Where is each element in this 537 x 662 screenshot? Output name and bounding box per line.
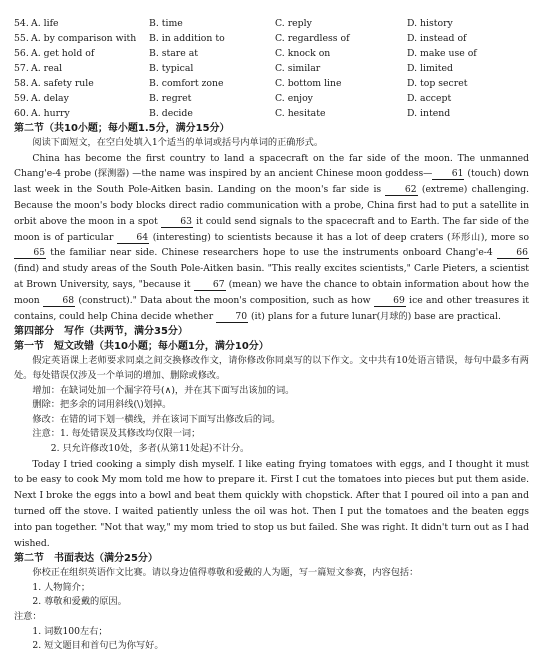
blank-61[interactable]: 61 [432, 168, 464, 180]
section2-heading: 第二节（共10小题；每小题1.5分，满分15分） [14, 123, 230, 134]
option-b[interactable]: B. decide [149, 108, 193, 119]
s2-note-1: 1. 词数100左右； [32, 625, 108, 637]
option-c[interactable]: C. enjoy [275, 93, 313, 104]
s2-item-2: 2. 尊敬和爱戴的原因。 [32, 596, 127, 608]
option-row [14, 106, 529, 121]
answer-options-table [14, 16, 529, 121]
question-number: 58. [14, 78, 29, 89]
option-b[interactable]: B. typical [149, 63, 194, 74]
section2-instruction: 阅读下面短文，在空白处填入1个适当的单词或括号内单词的正确形式。 [32, 137, 324, 148]
s2-item-1: 1. 人物简介； [32, 581, 91, 593]
error-correction-essay: Today I tried cooking a simply dish myself. I like eating frying tomatoes with eggs, and I thought it must to be easy to cook My mom told me how to prepare it. First I cut the tomatoes into pieces but put them aside. Next I broke the eggs into a bowl and beat them quickly with chopstick. After that I poured oil into a pan and turned off the stove. I waited patiently unless the oil was hot. Then I put the tomatoes and the beaten eggs into pan together. "Not that way," my mom tried to stop us but failed. She was right. It didn't turn out as I had wished. [14, 458, 529, 549]
option-row [14, 91, 529, 106]
question-number: 55. [14, 33, 29, 44]
option-b[interactable]: B. stare at [149, 48, 198, 59]
s1-delete-rule: 删除：把多余的词用斜线(\)划掉。 [32, 399, 172, 411]
option-d[interactable]: D. intend [407, 108, 451, 119]
s1-heading: 第一节 短文改错（共10小题；每小题1分，满分10分） [14, 341, 269, 353]
option-row [14, 61, 529, 76]
option-b[interactable]: B. in addition to [149, 33, 225, 44]
option-b[interactable]: B. comfort zone [149, 78, 224, 89]
option-d[interactable]: D. top secret [407, 78, 468, 89]
s2-intro: 你校正在组织英语作文比赛。请以身边值得尊敬和爱戴的人为题，写一篇短文参赛，内容包括： [32, 567, 419, 579]
s2-note-2: 2. 短文题目和首句已为你写好。 [32, 640, 164, 652]
option-row [14, 76, 529, 91]
blank-66[interactable]: 66 [497, 247, 529, 259]
blank-64[interactable]: 64 [117, 232, 149, 244]
option-d[interactable]: D. limited [407, 63, 453, 74]
question-number: 60. [14, 108, 29, 119]
option-c[interactable]: C. knock on [275, 48, 331, 59]
blank-63[interactable]: 63 [161, 216, 193, 228]
s1-modify-rule: 修改：在错的词下划一横线，并在该词下面写出修改后的词。 [32, 413, 281, 425]
blank-62[interactable]: 62 [385, 184, 417, 196]
option-a[interactable]: A. life [31, 18, 59, 29]
s2-note-label: 注意： [14, 611, 42, 623]
question-number: 54. [14, 18, 29, 29]
option-c[interactable]: C. regardless of [275, 33, 350, 44]
option-a[interactable]: A. hurry [31, 108, 70, 119]
question-number: 57. [14, 63, 29, 74]
question-number: 59. [14, 93, 29, 104]
option-a[interactable]: A. get hold of [31, 48, 95, 59]
part4-heading: 第四部分 写作（共两节，满分35分） [14, 326, 188, 338]
exam-content [14, 121, 529, 654]
option-row [14, 16, 529, 31]
option-c[interactable]: C. similar [275, 63, 321, 74]
s1-add-rule: 增加：在缺词处加一个漏字符号(∧)，并在其下面写出该加的词。 [32, 384, 295, 396]
option-c[interactable]: C. reply [275, 18, 312, 29]
option-a[interactable]: A. by comparison with [31, 33, 137, 44]
option-a[interactable]: A. delay [31, 93, 69, 104]
question-number: 56. [14, 48, 29, 59]
s1-note-1: 注意：1. 每处错误及其修改均仅限一词； [32, 428, 201, 440]
s1-note-2: 2. 只允许修改10处，多者(从第11处起)不计分。 [50, 442, 250, 454]
blank-68[interactable]: 68 [43, 295, 75, 307]
option-d[interactable]: D. accept [407, 93, 452, 104]
option-row [14, 46, 529, 61]
option-c[interactable]: C. bottom line [275, 78, 342, 89]
blank-65[interactable]: 65 [14, 247, 46, 259]
option-row [14, 31, 529, 46]
option-b[interactable]: B. regret [149, 93, 192, 104]
option-d[interactable]: D. instead of [407, 33, 467, 44]
option-b[interactable]: B. time [149, 18, 183, 29]
option-a[interactable]: A. safety rule [31, 78, 94, 89]
cloze-passage: China has become the first country to land a spacecraft on the far side of the moon. The unmanned Chang'e-4 probe (探测器) —the name was inspired by an ancient Chinese moon goddess— 61 (touch) down last week in the South Pole-Aitken basin. Landing on the moon's far side is 62 (extreme) challenging. Because the moon's body blocks direct radio communication with a probe, China first had to put a satellite in orbit above the moon in a spot 63 it could send signals to the spacecraft and to Earth. The far side of the moon is of particular 64 (interesting) to scientists because it has a lot of deep craters (环形山), more so 65 the familiar near side. Chinese researchers hope to use the instruments onboard Chang'e-4 66 (find) and study areas of the South Pole-Aitken basin. "This really excites scientists," Carle Pieters, a scientist at Brown University, says, "because it 67 (mean) we have the chance to obtain information about how the moon 68 (construct)." Data about the moon's composition, such as how 69 ice and other treasures it contains, could help China decide whether 70 (it) plans for a future lunar(月球的) base are practical. [14, 152, 530, 322]
option-d[interactable]: D. history [407, 18, 453, 29]
blank-69[interactable]: 69 [374, 295, 406, 307]
s1-instruction: 假定英语课上老师要求同桌之间交换修改作文，请你修改你同桌写的以下作文。文中共有10处语言错误，每句中最多有两处。每处错误仅涉及一个单词的增加、删除或修改。 [14, 355, 529, 381]
blank-70[interactable]: 70 [216, 311, 248, 323]
option-d[interactable]: D. make use of [407, 48, 477, 59]
option-a[interactable]: A. real [31, 63, 63, 74]
blank-67[interactable]: 67 [194, 279, 226, 291]
option-c[interactable]: C. hesitate [275, 108, 326, 119]
s2-heading: 第二节 书面表达（满分25分） [14, 553, 158, 565]
